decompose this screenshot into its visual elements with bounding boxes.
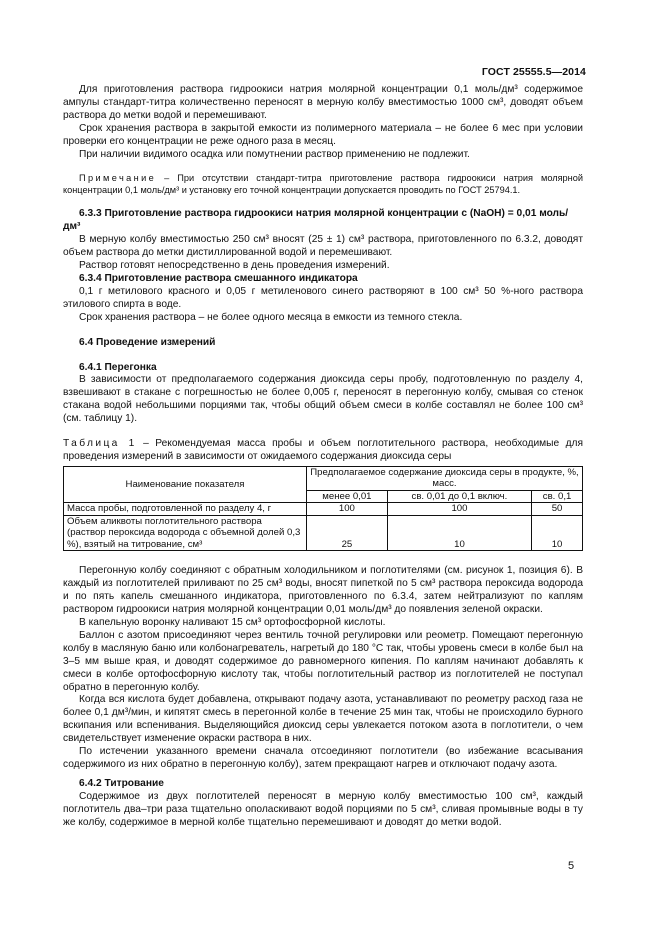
paragraph: 0,1 г метилового красного и 0,05 г метиленового синего растворяют в 100 см³ 50 %-ного раствора этилового спирта в воде. <box>63 285 583 310</box>
section-heading: 6.4.2 Титрование <box>79 777 164 789</box>
paragraph: В капельную воронку наливают 15 см³ ортофосфорной кислоты. <box>79 616 386 628</box>
table-row <box>64 515 583 551</box>
table-caption-text: – Рекомендуемая масса пробы и объем поглотительного раствора, необходимые для проведения измерений в зависимости от ожидаемого содержания диоксида серы <box>63 438 583 462</box>
standard-header: ГОСТ 25555.5—2014 <box>481 66 586 78</box>
paragraph: Срок хранения раствора в закрытой емкости из полимерного материала – не более 6 мес при условии проверки его концентрации не реже одного раза в месяц. <box>63 122 583 147</box>
table-cell-value: 50 <box>532 503 583 516</box>
table-caption <box>63 438 583 464</box>
page-number: 5 <box>568 860 575 872</box>
paragraph: Баллон с азотом присоединяют через вентиль точной регулировки или реометр. Помещают перегонную колбу в масляную баню или колбонагреватель, нагретый до 180 °С так, чтобы уровень смеси в колбе был на 3–5 мм выше края, и доводят содержимое до равномерного кипения. По каплям начинают добавлять к смеси в колбе ортофосфорную кислоту так, чтобы поглотительный раствор из поглотителей не поступал обратно в перегонную колбу. <box>63 629 583 693</box>
table-cell-value: 100 <box>307 503 388 516</box>
section-heading: 6.4 Проведение измерений <box>79 336 216 348</box>
section-heading: 6.3.4 Приготовление раствора смешанного индикатора <box>79 272 358 284</box>
table-caption-label: Таблица 1 <box>63 438 137 450</box>
table-header-name: Наименование показателя <box>64 466 307 503</box>
paragraph: Когда вся кислота будет добавлена, открывают подачу азота, устанавливают по реометру расход газа не более 0,1 дм³/мин, и кипятят смесь в перегонной колбе в течение 25 мин так, чтобы не происходило бурного вскипания или вспенивания. Выделяющийся диоксид серы увлекается потоком азота в поглотители, о чем свидетельствует изменение окраски раствора в них. <box>63 694 583 745</box>
table-header-group: Предполагаемое содержание диоксида серы в продукте, %, масс. <box>307 466 583 490</box>
table-cell-value: 100 <box>387 503 531 516</box>
note <box>63 173 583 196</box>
table-header-range: менее 0,01 <box>307 490 388 503</box>
paragraph: Содержимое из двух поглотителей переносят в мерную колбу вместимостью 100 см³, каждый поглотитель два–три раза тщательно ополаскивают водой порциями по 5 см³, сливая промывные воды в ту же колбу, содержимое в мерной колбе тщательно перемешивают и доводят до метки водой. <box>63 790 583 828</box>
paragraph: При наличии видимого осадка или помутнении раствор применению не подлежит. <box>79 148 470 160</box>
table-header-range: св. 0,1 <box>532 490 583 503</box>
data-table <box>63 466 583 552</box>
paragraph: В мерную колбу вместимостью 250 см³ вносят (25 ± 1) см³ раствора, приготовленного по 6.3.2, доводят объем раствора до метки дистиллированной водой и перемешивают. <box>63 234 583 259</box>
table-cell-name: Объем аликвоты поглотительного раствора (раствор пероксида водорода с объемной долей 0,3 %), взятый на титрование, см³ <box>64 515 307 551</box>
paragraph: В зависимости от предполагаемого содержания диоксида серы пробу, подготовленную по разделу 4, взвешивают в стакане с погрешностью не более 0,005 г, переносят в перегонную колбу, смывая со стенок стакана водой небольшими порциями так, чтобы общий объем смеси в колбе составлял не более 100 см³ (см. таблицу 1). <box>63 374 583 425</box>
paragraph: Раствор готовят непосредственно в день проведения измерений. <box>79 260 390 272</box>
paragraph: По истечении указанного времени сначала отсоединяют поглотители (во избежание всасывания содержимого из них обратно в перегонную колбу), затем прекращают нагрев и отключают подачу азота. <box>63 746 583 770</box>
table-header-range: св. 0,01 до 0,1 включ. <box>387 490 531 503</box>
table-cell-name: Масса пробы, подготовленной по разделу 4, г <box>64 503 307 516</box>
table-row <box>64 503 583 516</box>
paragraph: Срок хранения раствора – не более одного месяца в емкости из темного стекла. <box>79 311 463 323</box>
section-heading: 6.4.1 Перегонка <box>79 361 157 373</box>
note-label: Примечание <box>79 173 157 184</box>
table-cell-value: 10 <box>387 515 531 551</box>
paragraph: Для приготовления раствора гидроокиси натрия молярной концентрации 0,1 моль/дм³ содержимое ампулы стандарт-титра количественно переносят в мерную колбу вместимостью 1000 см³, доводят объем раствора до метки водой и перемешивают. <box>63 84 583 121</box>
table-cell-value: 10 <box>532 515 583 551</box>
section-heading: 6.3.3 Приготовление раствора гидроокиси натрия молярной концентрации c (NaOH) = 0,01 моль/дм³ <box>63 208 569 233</box>
note-text: – При отсутствии стандарт-титра приготовление раствора гидроокиси натрия молярной концентрации 0,1 моль/дм³ и установку его точной концентрации допускается проводить по ГОСТ 25794.1. <box>63 173 583 195</box>
document-body <box>63 84 583 829</box>
paragraph: Перегонную колбу соединяют с обратным холодильником и поглотителями (см. рисунок 1, позиция 6). В каждый из поглотителей приливают по 25 см³ воды, вносят пипеткой по 5 см³ раствора пероксида водорода и по пять капель смешанного индикатора, приготовленного по 6.3.4, затем нейтрализуют по каплям раствором гидроокиси натрия молярной концентрации 0,01 моль/дм³ до появления зеленой окраски. <box>63 565 583 616</box>
table-cell-value: 25 <box>307 515 388 551</box>
